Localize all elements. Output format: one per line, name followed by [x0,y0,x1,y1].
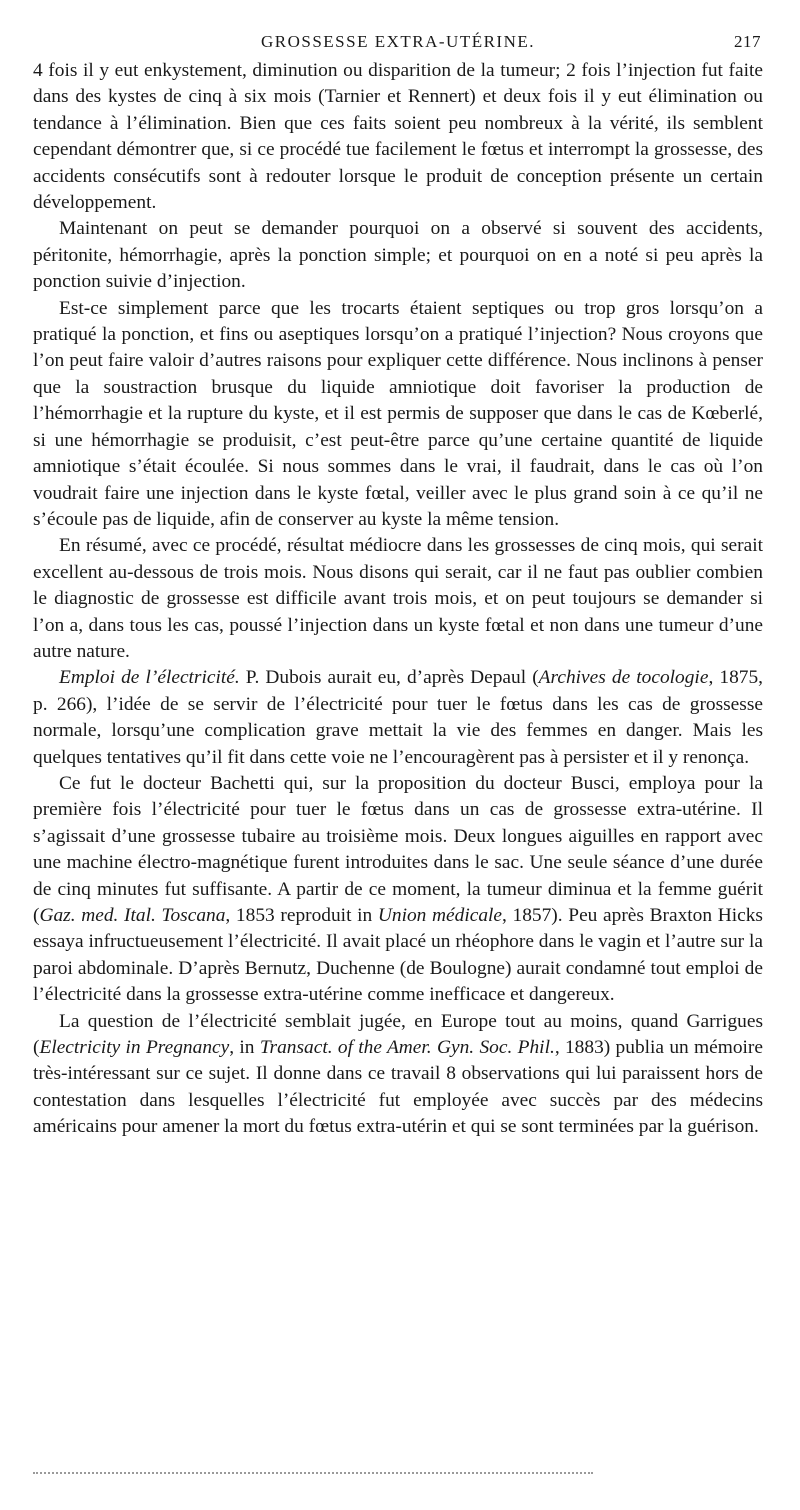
italic-text: Gaz. med. Ital. Toscana [39,905,226,926]
paragraph-text: Est-ce simplement parce que les trocarts étaient septiques ou trop gros lorsqu’on a pratiqué la ponction, et fins ou aseptiques lorsqu’on a pratiqué l’injection? Nous croyons que l’on peut faire valoir d’autres raisons pour expliquer cette différence. Nous inclinons à penser que la soustraction brusque du liquide amniotique doit favoriser la production de l’hémorrhagie et la rupture du kyste, et il est permis de supposer que dans le cas de Kœberlé, si une hémorrhagie se produisit, c’est peut-être parce qu’une certaine quantité de liquide amniotique s’était écoulée. Si nous sommes dans le vrai, il faudrait, dans le cas où l’on voudrait faire une injection dans le kyste fœtal, veiller avec le plus grand soin à ce qu’il ne s’écoule pas de liquide, afin de conserver au kyste la même tension. [33,297,763,530]
body-paragraph [33,665,763,771]
italic-text: Emploi de l’électricité. [59,667,240,689]
bottom-rule [33,1472,593,1474]
paragraph-text: La question de l’électricité semblait jugée, en Europe tout au moins, quand Garrigues ( [33,1010,763,1059]
body-text [33,58,763,1141]
paragraph-text: , 1853 reproduit in [225,905,378,926]
paragraph-text: En résumé, avec ce procédé, résultat médiocre dans les grossesses de cinq mois, qui serait excellent au-dessous de trois mois. Nous disons qui serait, car il ne faut pas oublier combien le diagnostic de grossesse est difficile avant trois mois, et on peut toujours se demander si l’on a, dans tous les cas, poussé l’injection dans un kyste fœtal et non dans une tumeur d’une autre nature. [33,535,763,662]
body-paragraph [33,1009,763,1141]
body-paragraph [33,533,763,665]
paragraph-text: P. Dubois aurait eu, d’après Depaul ( [239,667,539,689]
italic-text: Archives de tocologie [538,667,709,689]
paragraph-text: Maintenant on peut se demander pourquoi on a observé si souvent des accidents, péritonite, hémorrhagie, après la ponction simple; et pourquoi on en a noté si peu après la ponction suivie d’injection. [33,218,763,293]
italic-text: Electricity in Pregnancy [39,1037,230,1059]
paragraph-text: , 1857). Peu après Braxton Hicks essaya infructueusement l’électricité. Il avait placé un rhéophore dans le vagin et l’autre sur la paroi abdominale. D’après Bernutz, Duchenne (de Boulogne) aurait condamné tout emploi de l’électricité dans la grossesse extra-utérine comme inefficace et dangereux. [33,905,763,1006]
paragraph-text: , in [229,1037,260,1059]
paragraph-text: Ce fut le docteur Bachetti qui, sur la proposition du docteur Busci, employa pour la première fois l’électricité pour tuer le fœtus dans un cas de grossesse extra-utérine. Il s’agissait d’une grossesse tubaire au troisième mois. Deux longues aiguilles en rapport avec une machine électro-magnétique furent introduites dans le sac. Une seule séance d’une durée de cinq minutes fut suffisante. A partir de ce moment, la tumeur diminua et la femme guérit ( [33,772,763,926]
book-page [33,32,763,1141]
italic-text: Union médicale [377,905,503,926]
running-title: GROSSESSE EXTRA-UTÉRINE. [260,32,535,51]
paragraph-text: , 1875, p. 266), l’idée de se servir de l’électricité pour tuer le fœtus dans les cas de grossesse normale, lorsqu’une complication grave mettait la vie des femmes en danger. Mais les quelques tentatives qu’il fit dans cette voie ne l’encouragèrent pas à persister et il y renonça. [33,667,764,768]
page-number: 217 [734,32,761,51]
running-head [33,32,763,58]
body-paragraph [33,58,763,216]
italic-text: Transact. of the Amer. Gyn. Soc. Phil. [259,1037,555,1059]
body-paragraph [33,216,763,295]
paragraph-text: 4 fois il y eut enkystement, diminution ou disparition de la tumeur; 2 fois l’injection fut faite dans des kystes de cinq à six mois (Tarnier et Rennert) et deux fois il y eut élimination ou tendance à l’élimination. Bien que ces faits soient peu nombreux à la vérité, ils semblent cependant démontrer que, si ce procédé tue facilement le fœtus et interrompt la grossesse, des accidents consécutifs sont à redouter lorsque le produit de conception présente un certain développement. [33,60,763,214]
body-paragraph [33,296,763,534]
paragraph-text: , 1883) publia un mémoire très-intéressant sur ce sujet. Il donne dans ce travail 8 observations qui lui paraissent hors de contestation dans lesquelles l’électricité fut employée avec succès par des médecins américains pour amener la mort du fœtus extra-utérin et qui se sont terminées par la guérison. [33,1037,763,1138]
body-paragraph [33,771,763,1009]
